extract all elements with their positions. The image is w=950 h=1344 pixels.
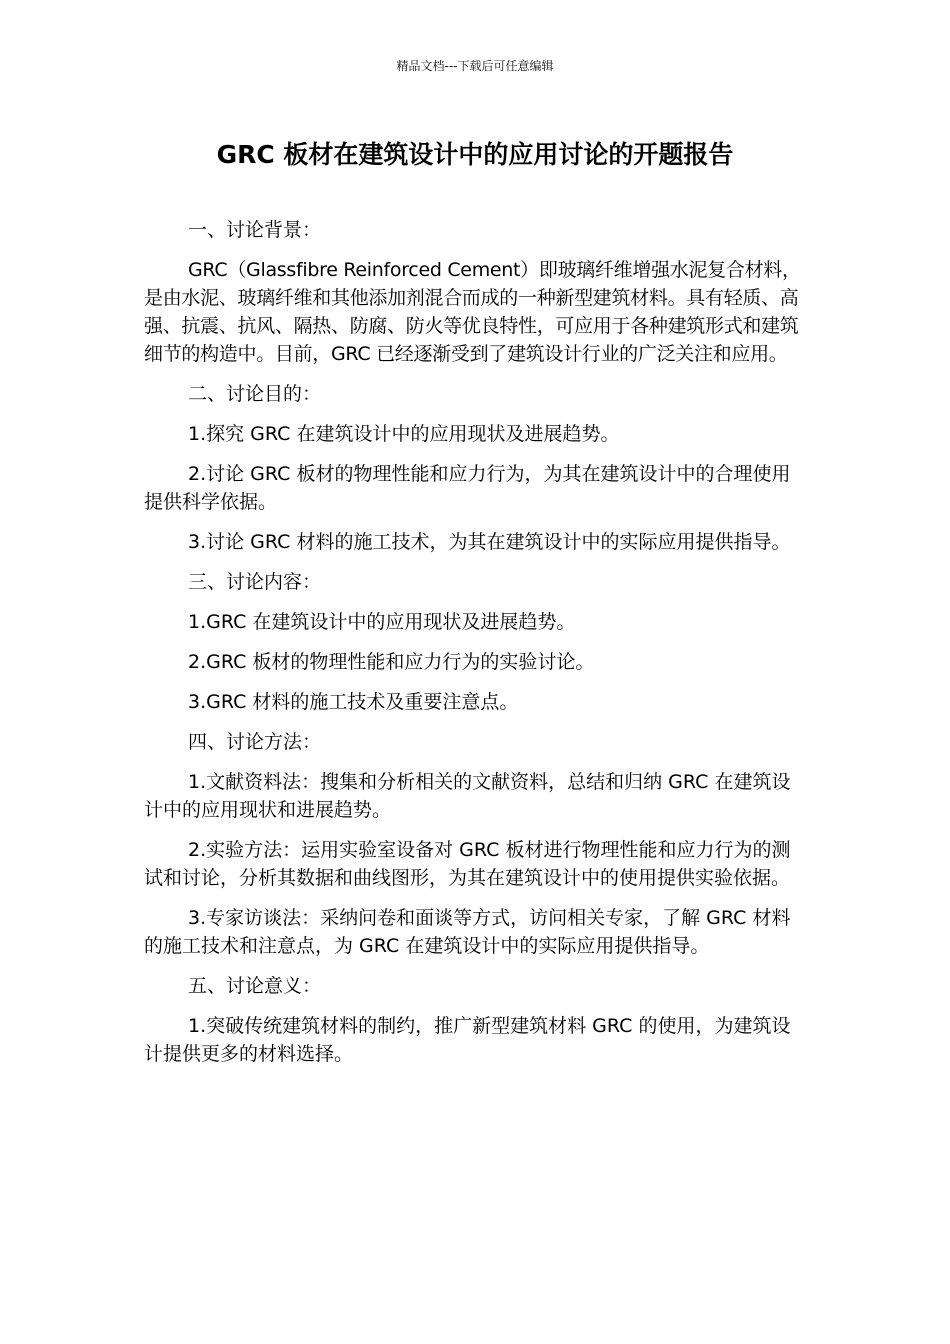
significance-item: 1.突破传统建筑材料的制约，推广新型建筑材料 GRC 的使用，为建筑设计提供更多的材料选择。 xyxy=(144,1015,791,1065)
document-body xyxy=(144,216,806,1080)
content-item: 3.GRC 材料的施工技术及重要注意点。 xyxy=(188,691,519,713)
methods-item: 3.专家访谈法：采纳问卷和面谈等方式，访问相关专家，了解 GRC 材料的施工技术和注意点，为 GRC 在建筑设计中的实际应用提供指导。 xyxy=(144,907,791,957)
section-heading-methods: 四、讨论方法： xyxy=(188,731,322,753)
document-title: GRC 板材在建筑设计中的应用讨论的开题报告 xyxy=(216,140,734,169)
page-header-note: 精品文档---下载后可任意编辑 xyxy=(396,59,554,73)
section-heading-significance: 五、讨论意义： xyxy=(188,975,322,997)
purpose-item: 3.讨论 GRC 材料的施工技术，为其在建筑设计中的实际应用提供指导。 xyxy=(188,531,791,553)
purpose-item: 2.讨论 GRC 板材的物理性能和应力行为，为其在建筑设计中的合理使用提供科学依据。 xyxy=(144,463,791,513)
content-item: 1.GRC 在建筑设计中的应用现状及进展趋势。 xyxy=(188,611,576,633)
background-paragraph: GRC（Glassfibre Reinforced Cement）即玻璃纤维增强水泥复合材料，是由水泥、玻璃纤维和其他添加剂混合而成的一种新型建筑材料。具有轻质、高强、抗震、抗风、隔热、防腐、防火等优良特性，可应用于各种建筑形式和建筑细节的构造中。目前，GRC 已经逐渐受到了建筑设计行业的广泛关注和应用。 xyxy=(144,259,801,365)
methods-item: 1.文献资料法：搜集和分析相关的文献资料，总结和归纳 GRC 在建筑设计中的应用现状和进展趋势。 xyxy=(144,771,791,821)
content-item: 2.GRC 板材的物理性能和应力行为的实验讨论。 xyxy=(188,651,595,673)
section-heading-purpose: 二、讨论目的： xyxy=(188,383,322,405)
section-heading-background: 一、讨论背景： xyxy=(188,219,322,241)
purpose-item: 1.探究 GRC 在建筑设计中的应用现状及进展趋势。 xyxy=(188,423,620,445)
section-heading-content: 三、讨论内容： xyxy=(188,571,322,593)
methods-item: 2.实验方法：运用实验室设备对 GRC 板材进行物理性能和应力行为的测试和讨论，分析其数据和曲线图形，为其在建筑设计中的使用提供实验依据。 xyxy=(144,839,791,889)
